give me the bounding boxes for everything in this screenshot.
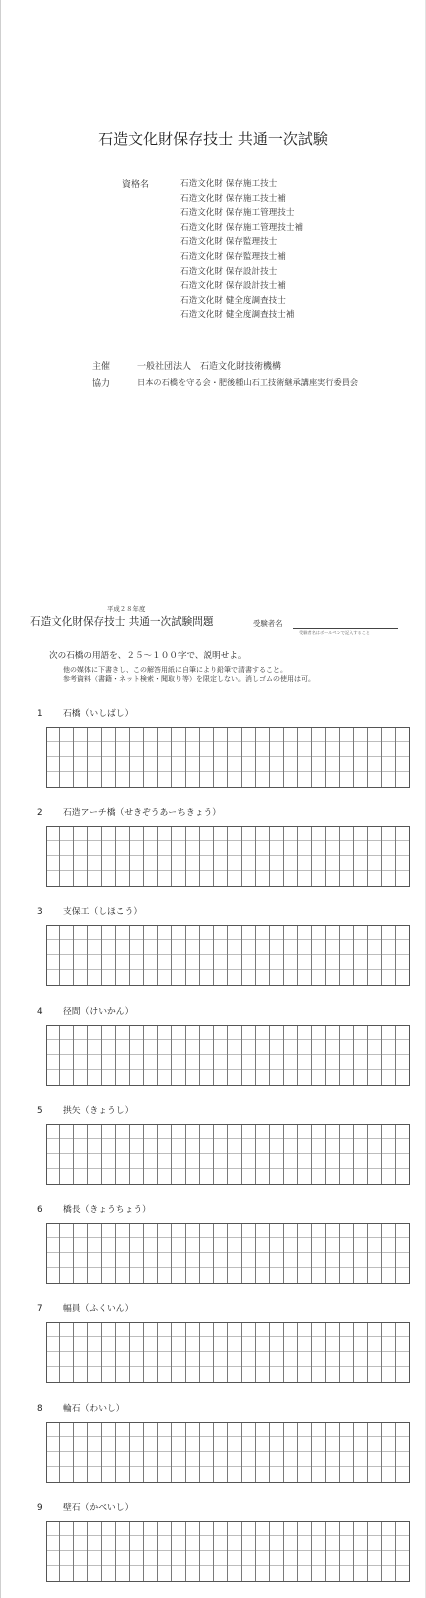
qualification-item: 石造文化財 健全度調査技士補 xyxy=(180,310,295,321)
question-term: 径間（けいかん） xyxy=(63,1007,134,1017)
question-term: 壁石（かべいし） xyxy=(63,1503,134,1513)
answer-grid[interactable] xyxy=(46,826,410,887)
question-term: 輪石（わいし） xyxy=(63,1404,125,1414)
exam-title: 石造文化財保存技士 共通一次試験問題 xyxy=(30,616,214,628)
answer-grid[interactable] xyxy=(46,1223,410,1284)
question-term: 石造アーチ橋（せきぞうあーちきょう） xyxy=(63,808,222,818)
answer-grid[interactable] xyxy=(46,1124,410,1185)
question-label xyxy=(37,1301,133,1314)
answer-grid[interactable] xyxy=(46,1025,410,1086)
question-term: 石橋（いしばし） xyxy=(63,709,134,719)
question-label xyxy=(37,1103,133,1116)
qualification-item: 石造文化財 保存施工技士補 xyxy=(180,193,286,204)
qualification-item: 石造文化財 保存施工技士 xyxy=(180,179,278,189)
qualification-item: 石造文化財 保存施工管理技士補 xyxy=(180,222,304,233)
note: 他の媒体に下書きし、この解答用紙に自筆により鉛筆で清書すること。 xyxy=(63,666,287,674)
question-number: 1 xyxy=(37,709,43,719)
organizer: 一般社団法人 石造文化財技術機構 xyxy=(137,362,282,372)
question-number: 5 xyxy=(37,1106,43,1116)
question-number: 3 xyxy=(37,907,43,917)
answer-grid[interactable] xyxy=(46,1322,410,1383)
instruction: 次の石橋の用語を、２５〜１００字で、説明せよ。 xyxy=(49,651,247,661)
question-number: 4 xyxy=(37,1007,43,1017)
qualification-item: 石造文化財 保存施工管理技士 xyxy=(180,208,295,219)
qualification-list xyxy=(180,177,303,323)
question-number: 2 xyxy=(37,808,43,818)
examinee-note: 受験者名はボールペンで記入すること xyxy=(299,630,371,635)
question-term: 支保工（しほこう） xyxy=(63,907,143,917)
question-number: 9 xyxy=(37,1503,43,1513)
cooperation-label: 協力 xyxy=(92,379,111,389)
organizer-label: 主催 xyxy=(92,362,111,372)
note: 参考資料（書籍・ネット検索・聞取り等）を限定しない。消しゴムの使用は可。 xyxy=(63,675,315,683)
question-label xyxy=(37,904,142,917)
answer-grid[interactable] xyxy=(46,727,410,788)
question-number: 6 xyxy=(37,1205,43,1215)
question-number: 7 xyxy=(37,1304,43,1314)
cover-title: 石造文化財保存技士 共通一次試験 xyxy=(98,130,328,148)
question-number: 8 xyxy=(37,1404,43,1414)
qualification-item: 石造文化財 保存監理技士補 xyxy=(180,251,286,262)
qualification-item: 石造文化財 健全度調査技士 xyxy=(180,295,286,306)
qualification-item: 石造文化財 保存監理技士 xyxy=(180,237,278,248)
examinee-label: 受験者名 xyxy=(253,619,283,628)
question-term: 拱矢（きょうし） xyxy=(63,1106,134,1116)
qualification-item: 石造文化財 保存設計技士 xyxy=(180,266,278,277)
cooperation: 日本の石橋を守る会・肥後種山石工技術継承講座実行委員会 xyxy=(137,377,359,387)
answer-grid[interactable] xyxy=(46,1521,410,1582)
answer-grid[interactable] xyxy=(46,925,410,986)
examinee-name-field[interactable] xyxy=(293,628,398,629)
qualification-item: 石造文化財 保存設計技士補 xyxy=(180,281,286,292)
question-label xyxy=(37,1500,133,1513)
question-term: 橋長（きょうちょう） xyxy=(63,1205,151,1215)
question-label xyxy=(37,1401,125,1414)
question-label xyxy=(37,1202,151,1215)
qualification-label: 資格名 xyxy=(122,180,150,190)
exam-year: 平成２８年度 xyxy=(107,605,146,613)
answer-grid[interactable] xyxy=(46,1422,410,1483)
question-label xyxy=(37,805,221,818)
question-label xyxy=(37,1004,133,1017)
question-label xyxy=(37,706,133,719)
question-term: 幅員（ふくいん） xyxy=(63,1304,134,1314)
